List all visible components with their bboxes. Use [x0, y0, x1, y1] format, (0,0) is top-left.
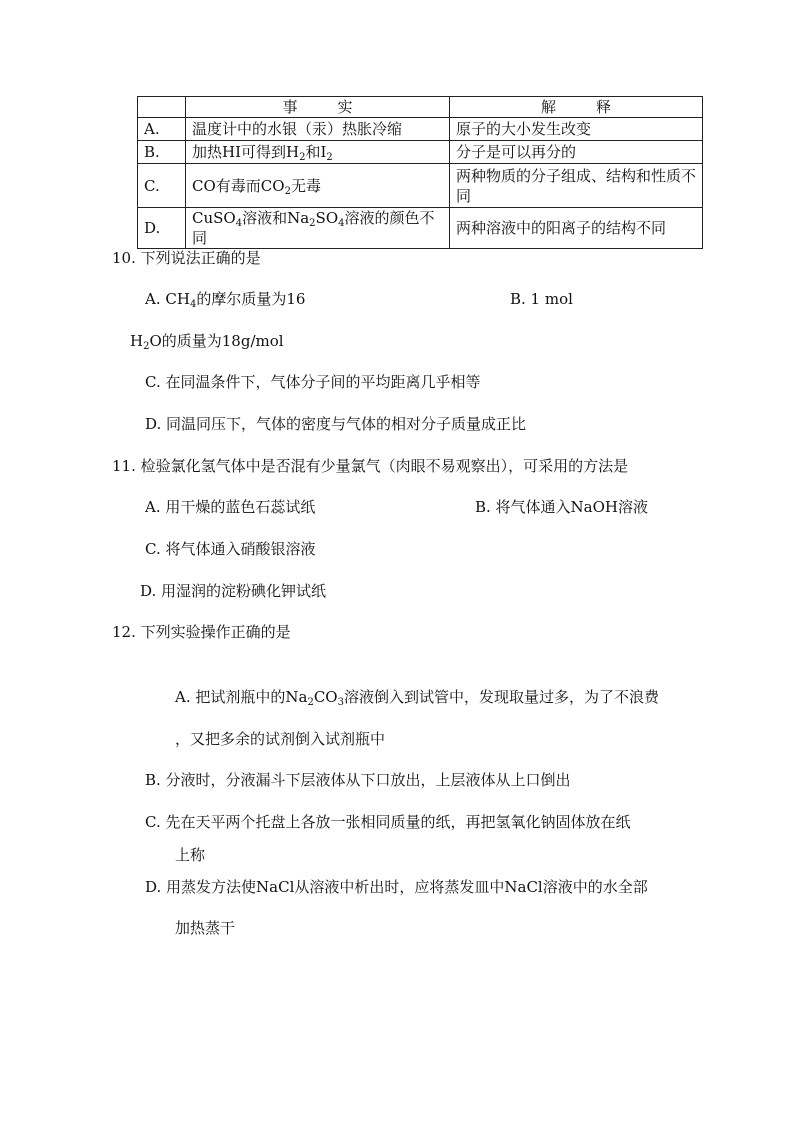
header-fact: 事 实 [186, 97, 450, 118]
q12-option-c-continued: 上称 [175, 846, 206, 864]
row-explanation: 两种溶液中的阳离子的结构不同 [450, 208, 703, 249]
q11-option-a: A. 用干燥的蓝色石蕊试纸 [145, 498, 316, 516]
q11-option-b: B. 将气体通入NaOH溶液 [475, 498, 649, 516]
q11-option-c: C. 将气体通入硝酸银溶液 [145, 540, 316, 558]
q11-stem: 11. 检验氯化氢气体中是否混有少量氯气（肉眼不易观察出），可采用的方法是 [112, 457, 629, 475]
row-label: B. [138, 141, 186, 164]
q12-option-a-continued: ，又把多余的试剂倒入试剂瓶中 [175, 730, 386, 748]
table-row [138, 208, 703, 249]
header-empty-cell [138, 97, 186, 118]
q12-option-c: C. 先在天平两个托盘上各放一张相同质量的纸，再把氢氧化钠固体放在纸 [145, 813, 631, 831]
row-fact: CO有毒而$CO_2$无毒 [186, 164, 450, 208]
header-explanation: 解 释 [450, 97, 703, 118]
q10-option-b: B. 1 mol [510, 290, 573, 308]
q10-option-a: A. $CH_4$的摩尔质量为16 [145, 290, 306, 310]
table-header-row [138, 97, 703, 118]
fact-explanation-table [137, 96, 703, 249]
q10-option-d: D. 同温同压下，气体的密度与气体的相对分子质量成正比 [145, 415, 527, 433]
q12-stem: 12. 下列实验操作正确的是 [112, 623, 291, 641]
q11-option-d: D. 用湿润的淀粉碘化钾试纸 [140, 582, 327, 600]
row-explanation: 原子的大小发生改变 [450, 118, 703, 141]
row-explanation: 分子是可以再分的 [450, 141, 703, 164]
table-row [138, 141, 703, 164]
table-row [138, 118, 703, 141]
q10-option-c: C. 在同温条件下，气体分子间的平均距离几乎相等 [145, 373, 481, 391]
row-label: A. [138, 118, 186, 141]
row-label: D. [138, 208, 186, 249]
row-fact: 加热HI可得到$H_2$和$I_2$ [186, 141, 450, 164]
q12-option-a: A. 把试剂瓶中的$Na_2CO_3$溶液倒入到试管中，发现取量过多，为了不浪费 [175, 688, 659, 708]
row-explanation: 两种物质的分子组成、结构和性质不同 [450, 164, 703, 208]
q12-option-b: B. 分液时，分液漏斗下层液体从下口放出，上层液体从上口倒出 [145, 771, 571, 789]
q10-stem: 10. 下列说法正确的是 [112, 249, 261, 267]
row-label: C. [138, 164, 186, 208]
q12-option-d-continued: 加热蒸干 [175, 919, 236, 937]
row-fact: CuSO$_4$溶液和$Na_2SO_4$溶液的颜色不同 [186, 208, 450, 249]
q10-option-b-continued: $H_2O$的质量为18g/mol [130, 332, 284, 352]
q12-option-d: D. 用蒸发方法使NaCl从溶液中析出时，应将蒸发皿中NaCl溶液中的水全部 [145, 878, 648, 896]
row-fact: 温度计中的水银（汞）热胀冷缩 [186, 118, 450, 141]
table-row [138, 164, 703, 208]
